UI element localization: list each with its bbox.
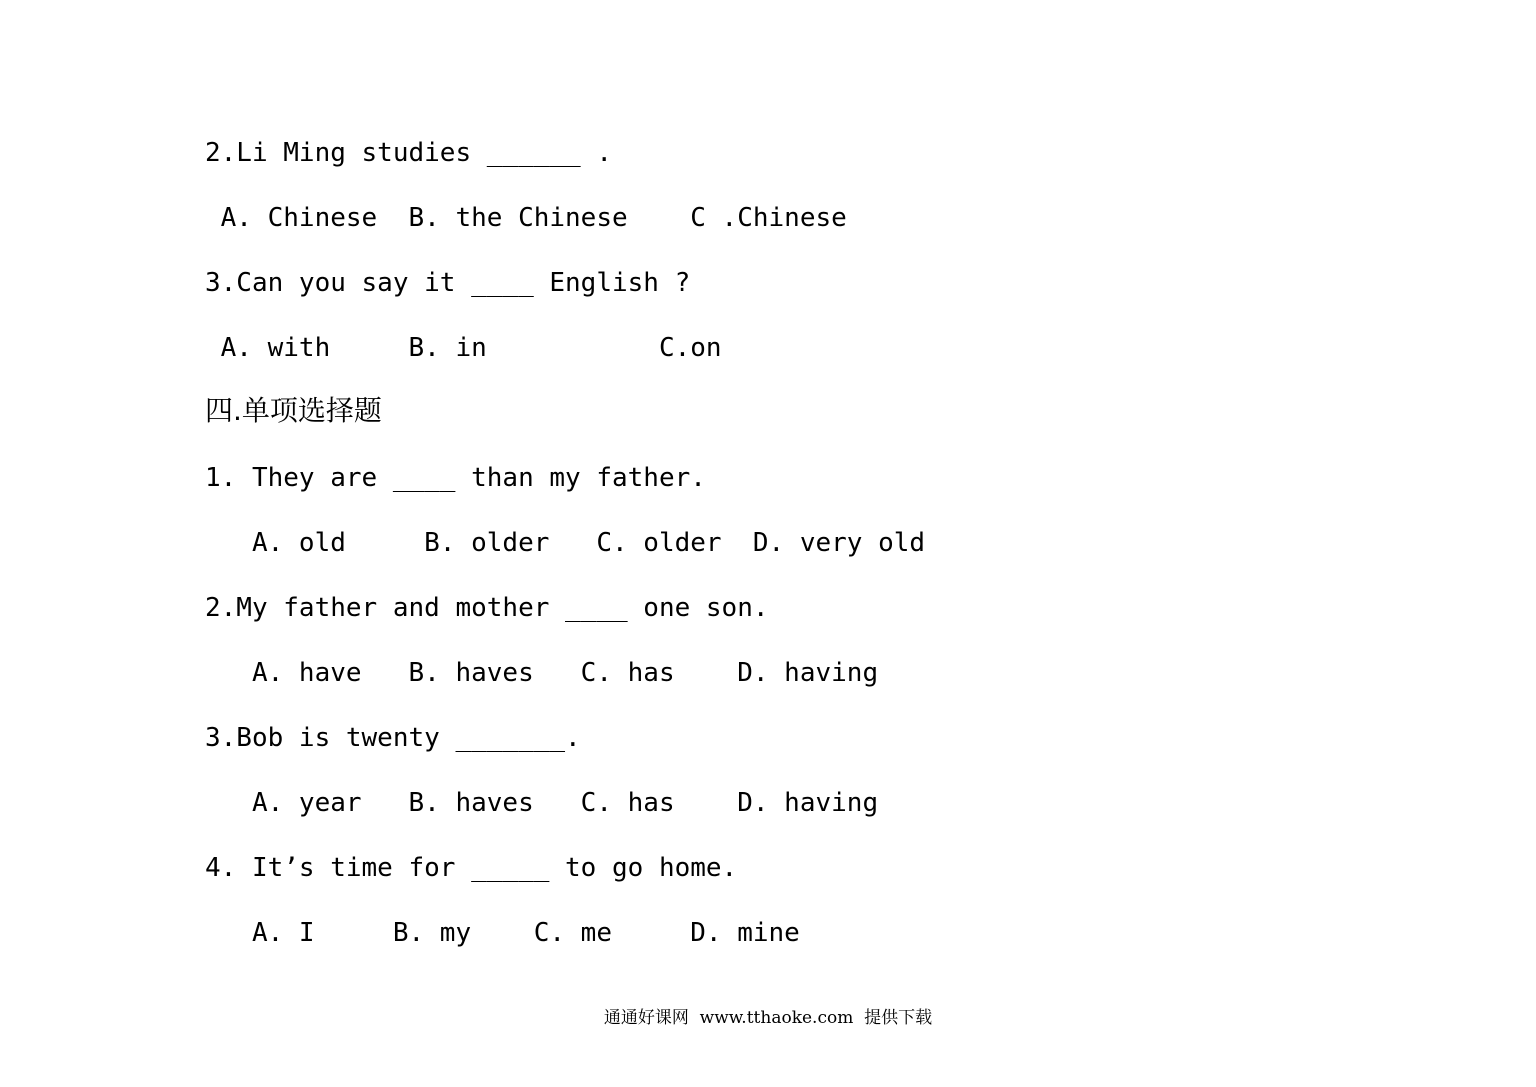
question-3-prev-options: A. with B. in C.on <box>205 333 722 363</box>
page-footer: 通通好课网 www.tthaoke.com 提供下载 <box>603 1008 933 1028</box>
question-2-prev: 2.Li Ming studies ______ . <box>205 138 612 168</box>
section-4-question-2: 2.My father and mother ____ one son. <box>205 593 769 623</box>
section-4-question-1: 1. They are ____ than my father. <box>205 463 706 493</box>
section-4-question-3: 3.Bob is twenty _______. <box>205 723 581 753</box>
section-4-question-1-options: A. old B. older C. older D. very old <box>205 528 926 558</box>
section-4-question-4-options: A. I B. my C. me D. mine <box>205 918 800 948</box>
question-3-prev: 3.Can you say it ____ English ? <box>205 268 691 298</box>
section-4-question-4: 4. It’s time for _____ to go home. <box>205 853 738 883</box>
section-4-question-2-options: A. have B. haves C. has D. having <box>205 658 879 688</box>
question-2-prev-options: A. Chinese B. the Chinese C .Chinese <box>205 203 847 233</box>
section-4-question-3-options: A. year B. haves C. has D. having <box>205 788 879 818</box>
section-4-title: 四.单项选择题 <box>205 394 382 427</box>
